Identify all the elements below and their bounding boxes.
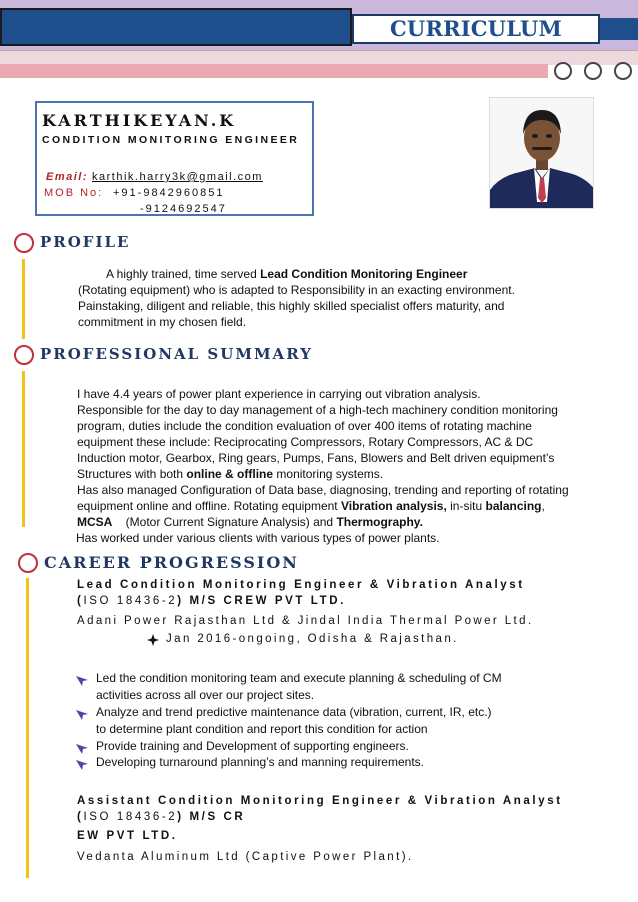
summary-text: , — [541, 499, 545, 513]
summary-bar — [22, 371, 25, 527]
arrow-bullet-icon — [76, 757, 88, 769]
job1-iso: ISO 18436-2 — [83, 595, 178, 607]
summary-emphasis: MCSA — [77, 515, 113, 529]
header-blue-bar — [0, 8, 352, 46]
job1-iso-open: ( — [77, 595, 84, 607]
section-circle-icon — [14, 345, 34, 365]
job1-bullet: Analyze and trend predictive maintenance data (vibration, current, IR, etc.) — [96, 705, 492, 719]
job1-sites: Adani Power Rajasthan Ltd & Jindal India Thermal Power Ltd. — [77, 615, 534, 627]
header-pink-bar — [0, 64, 548, 78]
job1-company: ) M/S CREW PVT LTD. — [177, 595, 346, 607]
page-title: CURRICULUM — [390, 16, 562, 41]
job1-period: Jan 2016-ongoing, Odisha & Rajasthan. — [166, 633, 459, 645]
profile-line-1 — [106, 266, 467, 282]
summary-heading: PROFESSIONAL SUMMARY — [40, 345, 313, 363]
job1-bullet: Developing turnaround planning’s and manning requirements. — [96, 755, 424, 769]
summary-line: Responsible for the day to day management of a high-tech machinery condition monitoring — [77, 403, 558, 417]
summary-line: program, duties include the condition evaluation of over 400 items of rotating machine — [77, 419, 532, 433]
job1-bullet: Provide training and Development of supporting engineers. — [96, 739, 409, 753]
profile-emphasis: Lead Condition Monitoring Engineer — [260, 267, 468, 281]
arrow-bullet-icon — [76, 741, 88, 753]
profile-line-2: (Rotating equipment) who is adapted to Responsibility in an exacting environment. — [78, 283, 515, 297]
section-circle-icon — [18, 553, 38, 573]
profile-photo — [489, 97, 594, 209]
summary-text: in-situ — [446, 499, 486, 513]
summary-emphasis: balancing — [485, 499, 542, 513]
career-heading: CAREER PROGRESSION — [44, 553, 299, 572]
career-bar — [26, 578, 29, 878]
summary-line: Has also managed Configuration of Data base, diagnosing, trending and reporting of rotating — [77, 483, 569, 497]
mobile-number-2: -9124692547 — [140, 203, 227, 215]
header-blue-tab — [600, 18, 638, 40]
email-label: Email: — [46, 171, 89, 183]
mobile-label: MOB No: — [44, 187, 104, 199]
section-circle-icon — [14, 233, 34, 253]
summary-line: I have 4.4 years of power plant experience in carrying out vibration analysis. — [77, 387, 481, 401]
profile-heading: PROFILE — [40, 233, 131, 251]
summary-line: Induction motor, Gearbox, Ring gears, Pumps, Fans, Blowers and Belt driven equipment’s — [77, 451, 555, 465]
summary-line — [77, 466, 383, 482]
arrow-bullet-icon — [76, 673, 88, 685]
job1-title: Lead Condition Monitoring Engineer & Vibration Analyst — [77, 579, 525, 591]
summary-text: Structures with both — [77, 467, 187, 481]
arrow-bullet-icon — [76, 707, 88, 719]
job2-iso: ISO 18436-2 — [83, 811, 178, 823]
portrait-illustration — [490, 98, 594, 209]
header-circle-icon — [584, 62, 602, 80]
job2-title: Assistant Condition Monitoring Engineer & Vibration Analyst — [77, 795, 563, 807]
summary-text: monitoring systems. — [273, 467, 384, 481]
job1-bullet-continued: to determine plant condition and report this condition for action — [96, 722, 428, 736]
summary-text: equipment online and offline. Rotating equipment — [77, 499, 341, 513]
summary-line: equipment these include: Reciprocating Compressors, Rotary Compressors, AC & DC — [77, 435, 534, 449]
header-circle-icon — [614, 62, 632, 80]
job2-sites: Vedanta Aluminum Ltd (Captive Power Plant). — [77, 851, 414, 863]
job2-company: ) M/S CR — [177, 811, 246, 823]
job2-iso-open: ( — [77, 811, 84, 823]
candidate-role: CONDITION MONITORING ENGINEER — [42, 134, 300, 146]
profile-text: A highly trained, time served — [106, 267, 261, 281]
profile-line-3: Painstaking, diligent and reliable, this highly skilled specialist offers maturity, and — [78, 299, 505, 313]
summary-emphasis: Thermography. — [336, 515, 423, 529]
email-link[interactable]: karthik.harry3k@gmail.com — [92, 171, 263, 183]
summary-emphasis: online & offline — [186, 467, 274, 481]
job2-company-line — [77, 811, 245, 823]
summary-text: (Motor Current Signature Analysis) and — [112, 515, 337, 529]
header-strip — [0, 50, 638, 65]
header-circle-icon — [554, 62, 572, 80]
diamond-bullet-icon — [147, 633, 159, 651]
candidate-name: KARTHIKEYAN.K — [42, 111, 237, 130]
job1-bullet-continued: activities across all over our project sites. — [96, 688, 315, 702]
job2-company-continued: EW PVT LTD. — [77, 830, 178, 842]
job1-company-line — [77, 595, 346, 607]
job1-bullet: Led the condition monitoring team and execute planning & scheduling of CM — [96, 671, 502, 685]
mobile-number-1: +91-9842960851 — [113, 187, 225, 199]
summary-emphasis: Vibration analysis, — [340, 499, 447, 513]
profile-line-4: commitment in my chosen field. — [78, 315, 247, 329]
profile-bar — [22, 259, 25, 339]
summary-line — [77, 498, 545, 514]
summary-line: Has worked under various clients with various types of power plants. — [76, 531, 440, 545]
summary-line — [77, 514, 423, 530]
